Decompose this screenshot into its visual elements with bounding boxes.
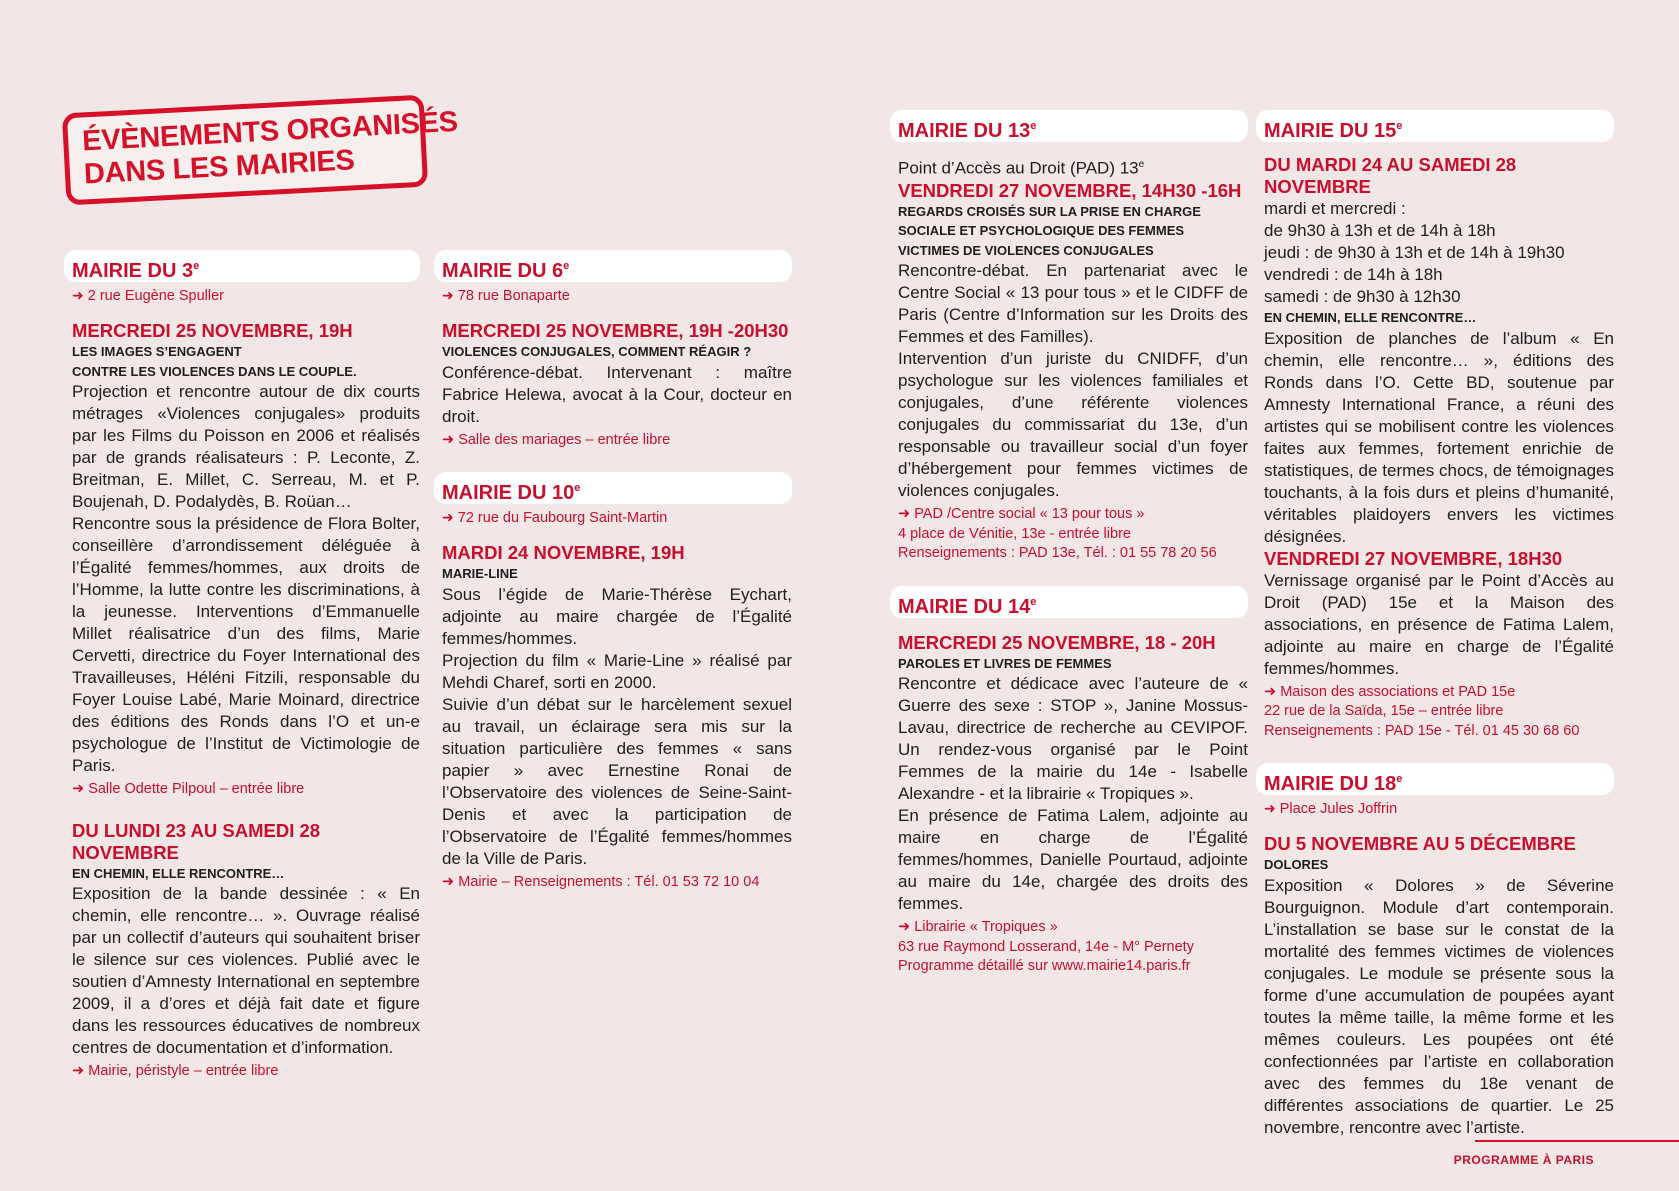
event-description: Exposition de planches de l’album « En chemin, elle rencontre… », éditions des Ronds dans l’O. Cette BD, soutenue par Amnesty International France, a réuni des artistes qui se mobilisent contre les violences faites aux femmes, fortement enrichie de statistiques, de termes chocs, de témoignages touchants, à la fois durs et pleins d’humanité, véritables plaidoyers envers les victimes désignées. [1264,328,1614,546]
page-title-line-2: DANS LES MAIRIES [83,144,356,191]
event-subtitle: PAROLES ET LIVRES DE FEMMES [898,655,1112,671]
mairie-3-header: MAIRIE DU 3e [64,250,420,282]
event-description: Projection du film « Marie-Line » réalisé par Mehdi Charef, sorti en 2000. [442,650,792,692]
mairie-10-header: MAIRIE DU 10e [434,472,792,504]
arrow-right-icon: ➜ [72,781,85,797]
mairie-18-address: ➜ Place Jules Joffrin [1264,800,1398,817]
arrow-right-icon: ➜ [442,431,455,448]
mairie-18-header: MAIRIE DU 18e [1256,763,1614,795]
event-date: MERCREDI 25 NOVEMBRE, 18 - 20H [898,631,1216,653]
event-subtitle: EN CHEMIN, ELLE RENCONTRE… [72,865,285,881]
event-subtitle: CONTRE LES VIOLENCES DANS LE COUPLE. [72,363,357,379]
arrow-right-icon: ➜ [898,919,911,936]
event-subtitle: MARIE-LINE [442,566,518,581]
mairie-15-event [1256,146,1614,741]
event-description: Conférence-débat. Intervenant : maître Fabrice Helewa, avocat à la Cour, docteur en droit. [442,362,792,426]
opening-hours: de 9h30 à 13h et de 14h à 18h [1264,221,1496,240]
event-place: Point d’Accès au Droit (PAD) 13e [898,158,1145,178]
event-date: VENDREDI 27 NOVEMBRE, 14H30 -16H [898,179,1242,201]
column-mairie-6-10 [434,250,792,892]
footer-divider [1475,1140,1679,1142]
event-subtitle: REGARDS CROISÉS SUR LA PRISE EN CHARGE SOCIALE ET PSYCHOLOGIQUE DES FEMMES VICTIMES DE VIOLENCES CONJUGALES [898,203,1201,258]
event-venue: ➜ Salle Odette Pilpoul – entrée libre [72,781,305,797]
event-venue: ➜ Mairie, péristyle – entrée libre [72,1063,279,1079]
opening-hours: jeudi : de 9h30 à 13h et de 14h à 19h30 [1264,243,1565,262]
event-venue: ➜ Mairie – Renseignements : Tél. 01 53 72 10 04 [442,873,760,890]
mairie-18-event [1256,833,1614,1139]
event-date: DU 5 NOVEMBRE AU 5 DÉCEMBRE [1264,833,1576,854]
column-mairie-15-18 [1256,110,1614,1139]
event-venue: ➜ Salle des mariages – entrée libre [442,431,671,448]
arrow-right-icon: ➜ [442,287,454,303]
arrow-right-icon: ➜ [898,506,911,523]
arrow-right-icon: ➜ [1264,683,1277,700]
mairie-13-event [890,146,1248,564]
event-description: En présence de Fatima Lalem, adjointe au maire en charge de l’Égalité femmes/hommes, Danielle Pourtaud, adjointe au maire du 14e, chargée des droits des femmes. [898,806,1248,914]
event-date: VENDREDI 27 NOVEMBRE, 18H30 [1264,547,1563,569]
event-description: Exposition de la bande dessinée : « En chemin, elle rencontre… ». Ouvrage réalisé par un collectif d’auteurs qui souhaitent briser le silence sur ces violences. Publié avec le soutien d’Amnesty International en septembre 2009, il a d’ores et déjà fait date et figure dans les ressources éducatives de nombreux centres de documentation et d’information. [72,884,420,1057]
mairie-14-event [890,622,1248,977]
arrow-right-icon: ➜ [1264,800,1276,816]
arrow-right-icon: ➜ [442,509,454,525]
mairie-3-event-2 [64,820,420,1082]
arrow-right-icon: ➜ [72,1063,85,1079]
event-description: Intervention d’un juriste du CNIDFF, d’un psychologue sur les violences familiales et conjugales, d’une référente violences conjugales du commissariat du 13e, d’un responsable ou travailleur social d’un foyer d’hébergement pour femmes victimes de violences conjugales. [898,349,1248,501]
event-description: Suivie d’un débat sur le harcèlement sexuel au travail, un éclairage sera mis sur la situation particulière des femmes « sans papier » avec Ernestine Ronai de l’Observatoire des violences de Seine-Saint-Denis et avec la participation de l’Observatoire de l’Égalité femmes/hommes de la Ville de Paris. [442,694,792,868]
event-description: Projection et rencontre autour de dix courts métrages «Violences conjugales» produits par les Films du Poisson en 2006 et réalisés par de grands réalisateurs : P. Leconte, Z. Breitman, E. Millet, C. Serreau, M. et P. Boujenah, D. Podalydès, B. Roüan… [72,382,420,511]
event-date: DU LUNDI 23 AU SAMEDI 28 NOVEMBRE [72,819,321,863]
mairie-6-event [434,320,792,450]
arrow-right-icon: ➜ [72,287,84,303]
opening-hours: vendredi : de 14h à 18h [1264,265,1443,284]
mairie-6-header: MAIRIE DU 6e [434,250,792,282]
event-date: MERCREDI 25 NOVEMBRE, 19H -20H30 [442,320,789,341]
event-venue: ➜ PAD /Centre social « 13 pour tous » 4 place de Vénitie, 13e - entrée libre Renseignements : PAD 13e, Tél. : 01 55 78 20 56 [898,506,1217,562]
mairie-10-address: ➜ 72 rue du Faubourg Saint-Martin [442,509,668,526]
event-description: Exposition « Dolores » de Séverine Bourguignon. Module d’art contemporain. L’installation se base sur le constat de la mortalité des femmes victimes de violences conjugales. Le module se présente sous la forme d’une accumulation de poupées ayant toutes la même taille, la même forme et les mêmes couleurs. Les poupées ont été confectionnées par l’artiste en collaboration avec des femmes du 18e venant de différentes associations de quartier. Le 25 novembre, rencontre avec l’artiste. [1264,875,1614,1137]
mairie-10-event [434,542,792,892]
column-mairie-13-14 [890,110,1248,977]
mairie-6-address: ➜ 78 rue Bonaparte [442,287,570,304]
mairie-3-address: ➜ 2 rue Eugène Spuller [72,287,225,304]
event-date: DU MARDI 24 AU SAMEDI 28 NOVEMBRE [1264,154,1517,197]
arrow-right-icon: ➜ [442,873,455,890]
mairie-13-header: MAIRIE DU 13e [890,110,1248,142]
opening-hours: samedi : de 9h30 à 12h30 [1264,287,1461,306]
mairie-3-event-1 [64,320,420,800]
event-description: Rencontre et dédicace avec l’auteure de « Guerre des sexe : STOP », Janine Mossus-Lavau, directrice de recherche au CEVIPOF. Un rendez-vous organisé par le Point Femmes de la mairie du 14e - Isabelle Alexandre - et la librairie « Tropiques ». [898,674,1248,804]
mairie-14-header: MAIRIE DU 14e [890,586,1248,618]
event-date: MERCREDI 25 NOVEMBRE, 19H [72,320,353,341]
mairie-15-header: MAIRIE DU 15e [1256,110,1614,142]
event-description: Vernissage organisé par le Point d’Accès au Droit (PAD) 15e et la Maison des associations, en présence de Fatima Lalem, adjointe au maire en charge de l’Égalité femmes/hommes. [1264,570,1614,678]
event-venue: ➜ Librairie « Tropiques » 63 rue Raymond Losserand, 14e - M° Pernety Programme détaillé sur www.mairie14.paris.fr [898,919,1194,975]
event-venue: ➜ Maison des associations et PAD 15e 22 rue de la Saïda, 15e – entrée libre Renseignements : PAD 15e - Tél. 01 45 30 68 60 [1264,683,1580,739]
page-title-line-1: ÉVÈNEMENTS ORGANISÉS [81,105,459,158]
column-mairie-3 [64,250,420,1082]
event-description: Rencontre sous la présidence de Flora Bolter, conseillère d’arrondissement déléguée à l’Égalité femmes/hommes, aux droits de l’Homme, la lutte contre les discriminations, à la jeunesse. Interventions d’Emmanuelle Millet réalisatrice d’un des films, Marie Cervetti, directrice du Foyer International des Travailleuses, Héléni Fitzili, responsable du Foyer Louise Labé, Marie Moinard, directrice des éditions des Ronds dans l’O et un-e psychologue de l’Institut de Victimologie de Paris. [72,514,420,775]
event-subtitle: EN CHEMIN, ELLE RENCONTRE… [1264,310,1477,325]
page-title [62,95,459,206]
event-subtitle: LES IMAGES S’ENGAGENT [72,344,242,359]
event-description: Sous l’égide de Marie-Thérèse Eychart, adjointe au maire chargée de l’Égalité femmes/hommes. [442,584,792,648]
event-subtitle: VIOLENCES CONJUGALES, COMMENT RÉAGIR ? [442,344,752,359]
event-subtitle: DOLORES [1264,857,1329,872]
footer-label: PROGRAMME À PARIS [1453,1153,1594,1167]
event-description: Rencontre-débat. En partenariat avec le Centre Social « 13 pour tous » et le CIDFF de Paris (Centre d’Information sur les Droits des Femmes et des Familles). [898,261,1248,347]
event-date: MARDI 24 NOVEMBRE, 19H [442,542,685,563]
opening-hours: mardi et mercredi : [1264,199,1406,218]
